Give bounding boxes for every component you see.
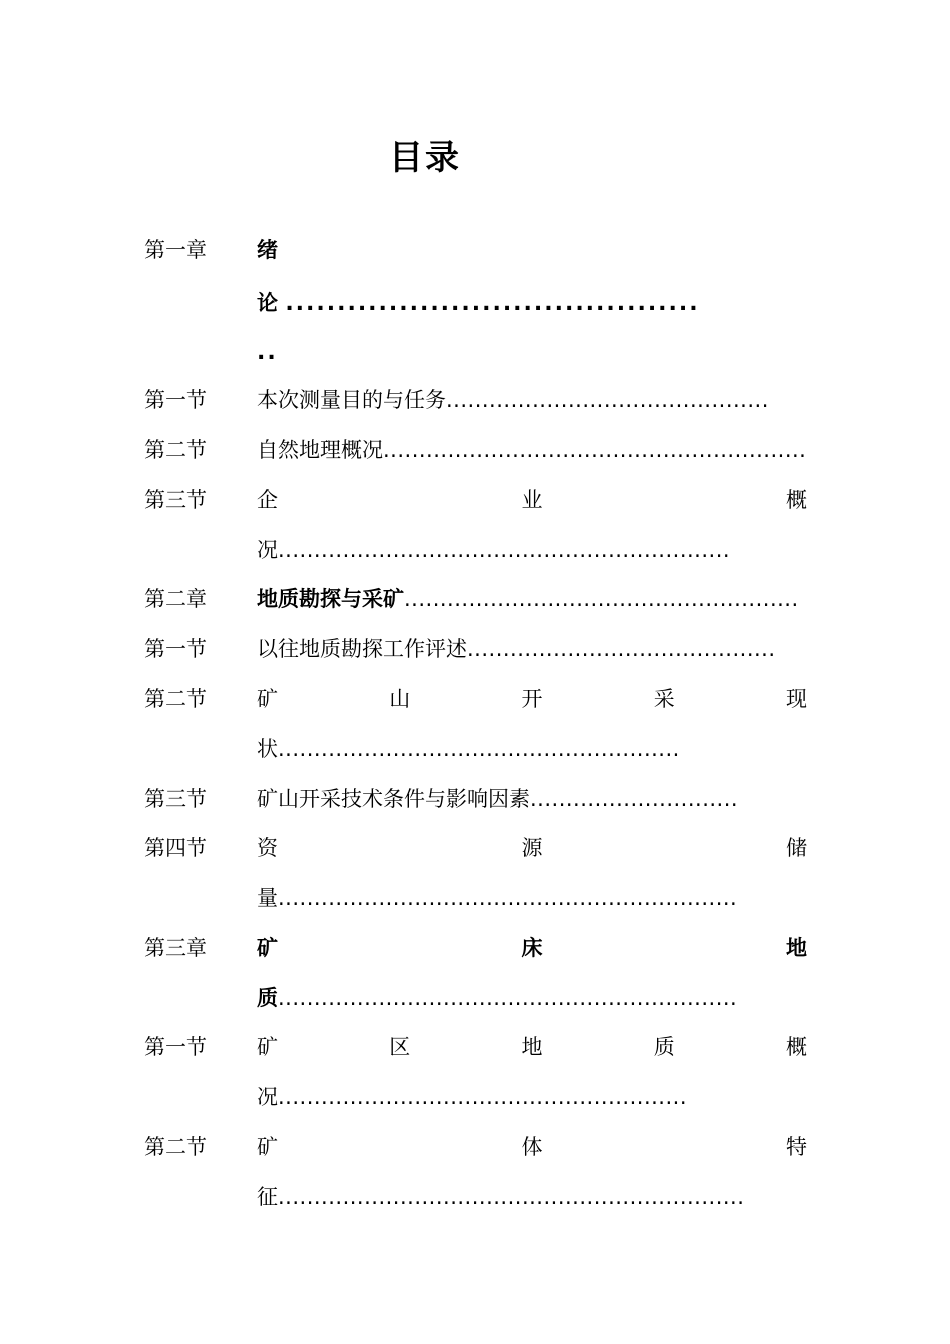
toc-entry-char: 采 — [653, 687, 675, 711]
toc-entry-chapter-3[interactable] — [0, 933, 950, 963]
toc-entry-content — [257, 1082, 687, 1112]
toc-entry-spread — [257, 485, 807, 515]
toc-entry-leader: ............................................. — [446, 388, 769, 412]
toc-entry-spread — [257, 1032, 807, 1062]
toc-entry-label: 第二节 — [144, 1135, 207, 1159]
toc-entry-char: 矿 — [257, 936, 278, 960]
toc-entry-title: 况 — [257, 1085, 278, 1109]
toc-entry-char: 体 — [521, 1135, 543, 1159]
toc-entry-title: 量 — [257, 886, 278, 910]
toc-entry-char: 地 — [786, 936, 807, 960]
toc-entry-label: 第二章 — [144, 587, 207, 611]
toc-entry-label: 第二节 — [144, 438, 207, 462]
toc-entry-content — [257, 535, 730, 565]
toc-entry-content — [257, 883, 737, 913]
toc-entry-title: 以往地质勘探工作评述 — [257, 637, 467, 661]
toc-entry-char: 特 — [786, 1135, 807, 1159]
toc-entry-chapter-3-cont[interactable] — [0, 983, 950, 1013]
toc-entry-chapter-2[interactable] — [0, 584, 950, 614]
toc-entry-title: 况 — [257, 538, 278, 562]
toc-entry-section-2-2-cont[interactable] — [0, 734, 950, 764]
toc-entry-title: 本次测量目的与任务 — [257, 388, 446, 412]
toc-entry-char: 现 — [786, 687, 807, 711]
toc-entry-leader: ................................................................. — [278, 1185, 745, 1209]
toc-entry-char: 矿 — [257, 1035, 278, 1059]
toc-entry-content — [257, 1182, 744, 1212]
toc-entry-title: 状 — [257, 737, 278, 761]
toc-entry-spread — [257, 833, 807, 863]
toc-entry-char: 业 — [521, 488, 543, 512]
toc-entry-content — [257, 634, 776, 664]
toc-entry-title: 矿山开采技术条件与影响因素 — [257, 787, 530, 811]
toc-entry-title: 绪 — [257, 238, 278, 262]
toc-entry-content — [257, 734, 680, 764]
toc-entry-char: 储 — [786, 836, 807, 860]
toc-entry-spread — [257, 684, 807, 714]
toc-entry-section-1-1[interactable] — [0, 385, 950, 415]
toc-entry-leader: ........................................ — [285, 291, 700, 316]
toc-entry-char: 资 — [257, 836, 278, 860]
toc-entry-title: 征 — [257, 1185, 278, 1209]
toc-entry-leader: ............................. — [530, 787, 739, 811]
toc-entry-section-1-3[interactable] — [0, 485, 950, 515]
toc-entry-char: 山 — [389, 687, 411, 711]
toc-entry-chapter-1-cont2[interactable] — [0, 338, 950, 368]
toc-entry-char: 源 — [521, 836, 543, 860]
toc-entry-leader: ....................................................... — [404, 587, 799, 611]
toc-entry-leader: ................................................................ — [278, 886, 738, 910]
toc-entry-char: 开 — [521, 687, 543, 711]
toc-entry-title: 自然地理概况 — [257, 438, 383, 462]
toc-entry-section-1-3-cont[interactable] — [0, 535, 950, 565]
toc-entry-label: 第三节 — [144, 488, 207, 512]
toc-entry-chapter-1[interactable] — [0, 235, 950, 265]
toc-entry-char: 矿 — [257, 1135, 278, 1159]
toc-entry-leader: .. — [257, 340, 278, 365]
toc-entry-section-3-2-cont[interactable] — [0, 1182, 950, 1212]
toc-entry-section-2-2[interactable] — [0, 684, 950, 714]
toc-entry-leader: ........................................................... — [383, 438, 807, 462]
toc-entry-section-3-1-cont[interactable] — [0, 1082, 950, 1112]
page-title: 目录 — [389, 138, 461, 178]
toc-entry-label: 第一节 — [144, 1035, 207, 1059]
toc-entry-char: 地 — [521, 1035, 543, 1059]
toc-entry-leader: ................................................................ — [278, 986, 738, 1010]
toc-entry-char: 企 — [257, 488, 278, 512]
toc-entry-chapter-1-cont[interactable] — [0, 288, 950, 318]
toc-entry-leader: ........................................... — [467, 637, 776, 661]
toc-entry-content — [257, 584, 813, 614]
toc-entry-char: 矿 — [257, 687, 278, 711]
toc-entry-section-3-1[interactable] — [0, 1032, 950, 1062]
toc-entry-content — [257, 435, 809, 465]
toc-entry-content — [257, 385, 769, 415]
toc-entry-char: 质 — [653, 1035, 675, 1059]
toc-entry-spread — [257, 933, 807, 963]
toc-entry-label: 第一节 — [144, 388, 207, 412]
toc-entry-section-2-1[interactable] — [0, 634, 950, 664]
toc-entry-title: 地质勘探与采矿 — [257, 587, 404, 611]
toc-entry-char: 概 — [786, 1035, 807, 1059]
toc-entry-leader: ........................................................ — [278, 737, 680, 761]
toc-entry-spread — [257, 1132, 807, 1162]
toc-entry-section-2-4-cont[interactable] — [0, 883, 950, 913]
toc-entry-leader: ......................................................... — [278, 1085, 687, 1109]
toc-entry-content — [257, 784, 738, 814]
toc-entry-section-3-2[interactable] — [0, 1132, 950, 1162]
toc-entry-label: 第四节 — [144, 836, 207, 860]
toc-entry-char: 区 — [389, 1035, 411, 1059]
toc-entry-content — [257, 288, 807, 318]
toc-entry-label: 第三章 — [144, 936, 207, 960]
toc-entry-char: 概 — [786, 488, 807, 512]
toc-entry-leader: ............................................................... — [278, 538, 731, 562]
toc-entry-label: 第二节 — [144, 687, 207, 711]
toc-entry-char: 床 — [521, 936, 543, 960]
toc-entry-label: 第一章 — [144, 238, 207, 262]
toc-entry-label: 第三节 — [144, 787, 207, 811]
toc-entry-label: 第一节 — [144, 637, 207, 661]
toc-entry-content — [257, 983, 737, 1013]
toc-entry-section-2-3[interactable] — [0, 784, 950, 814]
toc-entry-title: 论 — [257, 291, 278, 315]
toc-entry-section-1-2[interactable] — [0, 435, 950, 465]
toc-entry-title: 质 — [257, 986, 278, 1010]
toc-entry-section-2-4[interactable] — [0, 833, 950, 863]
